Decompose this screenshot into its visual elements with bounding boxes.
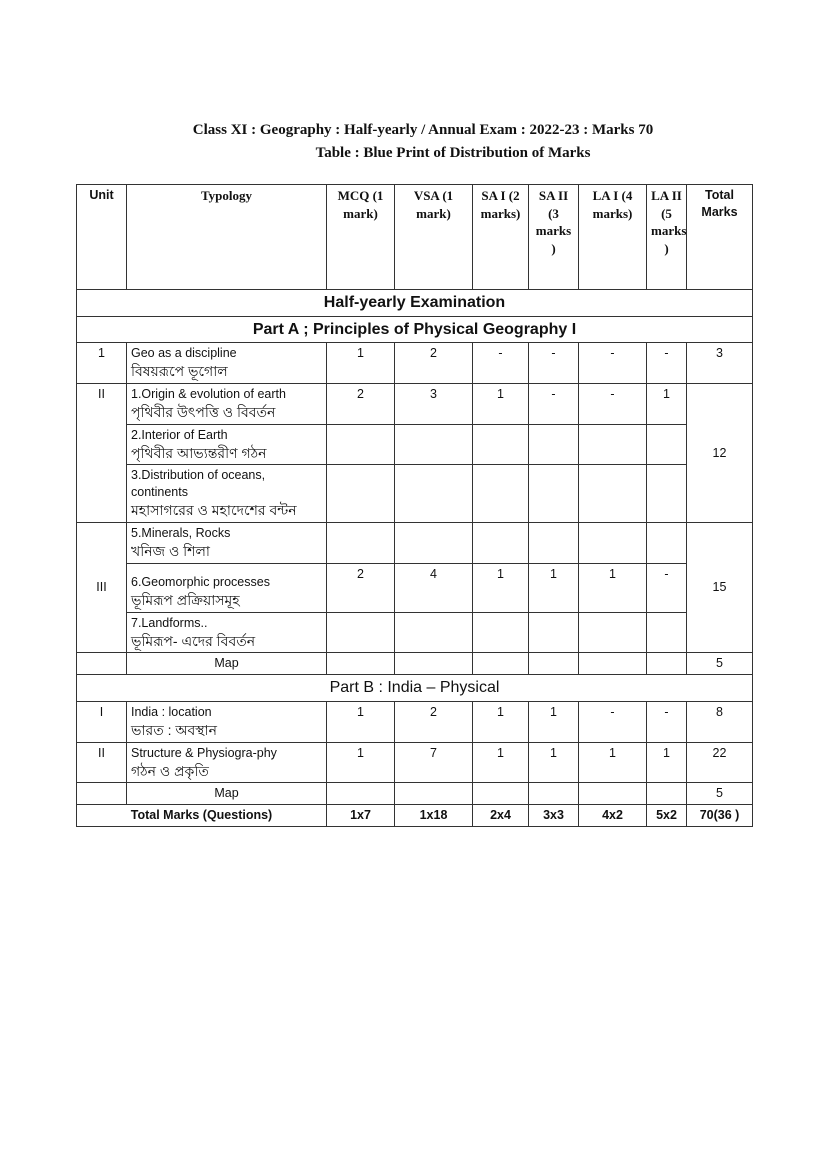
topic-en: 2.Interior of Earth: [131, 427, 228, 442]
la1-cell: -: [579, 701, 647, 742]
vsa-total: 1x18: [395, 805, 473, 827]
col-mcq: MCQ (1 mark): [327, 185, 395, 290]
sa1-cell: -: [473, 343, 529, 384]
topic-en: 1.Origin & evolution of earth: [131, 386, 286, 401]
la1-cell: 1: [579, 742, 647, 783]
topic-bn: ভারত : অবস্থান: [131, 721, 217, 738]
col-typology: Typology: [127, 185, 327, 290]
la2-cell: 1: [647, 383, 687, 424]
vsa-cell: 2: [395, 343, 473, 384]
col-sa1: SA I (2 marks): [473, 185, 529, 290]
la2-total: 5x2: [647, 805, 687, 827]
topic-en: Geo as a discipline: [131, 346, 237, 361]
topic-bn: পৃথিবীর উৎপত্তি ও বিবর্তন: [131, 403, 276, 420]
topic-en: India : location: [131, 704, 212, 719]
document-title: Class XI : Geography : Half-yearly / Annual Exam : 2022-23 : Marks 70: [192, 122, 654, 138]
total-cell: 15: [687, 523, 753, 653]
total-cell: 8: [687, 701, 753, 742]
map-label: Map: [127, 653, 327, 675]
topic-en: 7.Landforms..: [131, 615, 208, 630]
mcq-cell: 1: [327, 701, 395, 742]
total-cell: 5: [687, 783, 753, 805]
table-header-row: [77, 185, 753, 290]
table-row: [77, 523, 753, 564]
topic-cell: [127, 465, 327, 523]
col-la1: LA I (4 marks): [579, 185, 647, 290]
col-la2: LA II (5 marks ): [647, 185, 687, 290]
la2-cell: 1: [647, 742, 687, 783]
topic-cell: [127, 563, 327, 612]
vsa-cell: 7: [395, 742, 473, 783]
mcq-total: 1x7: [327, 805, 395, 827]
topic-en: 3.Distribution of oceans, continents: [131, 468, 266, 500]
totals-row: [77, 805, 753, 827]
topic-bn: খনিজ ও শিলা: [131, 543, 210, 559]
grand-total: 70(36 ): [687, 805, 753, 827]
col-total: Total Marks: [687, 185, 753, 290]
sa1-cell: 1: [473, 383, 529, 424]
vsa-cell: 3: [395, 383, 473, 424]
sa2-cell: 1: [529, 701, 579, 742]
map-label: Map: [127, 783, 327, 805]
total-cell: 5: [687, 653, 753, 675]
topic-bn: পৃথিবীর আভ্যন্তরীণ গঠন: [131, 444, 267, 461]
topic-en: Structure & Physiogra-phy: [131, 745, 277, 760]
sa1-total: 2x4: [473, 805, 529, 827]
total-cell: 22: [687, 742, 753, 783]
la2-cell: -: [647, 343, 687, 384]
total-cell: 12: [687, 383, 753, 522]
la2-cell: -: [647, 563, 687, 612]
topic-cell: [127, 612, 327, 653]
table-row: [77, 653, 753, 675]
table-row: [77, 612, 753, 653]
sa1-cell: 1: [473, 742, 529, 783]
topic-bn: বিষয়রূপে ভূগোল: [131, 363, 228, 380]
topic-bn: গঠন ও প্রকৃতি: [131, 762, 209, 779]
sa2-total: 3x3: [529, 805, 579, 827]
unit-cell: III: [77, 523, 127, 653]
sa1-cell: 1: [473, 563, 529, 612]
table-row: [77, 383, 753, 424]
la1-cell: -: [579, 343, 647, 384]
topic-bn: মহাসাগরের ও মহাদেশের বন্টন: [131, 502, 297, 519]
sa2-cell: -: [529, 383, 579, 424]
table-row: [77, 742, 753, 783]
topic-cell: [127, 424, 327, 465]
vsa-cell: 4: [395, 563, 473, 612]
mcq-cell: 2: [327, 383, 395, 424]
la2-cell: -: [647, 701, 687, 742]
vsa-cell: 2: [395, 701, 473, 742]
section-exam: Half-yearly Examination: [77, 290, 753, 317]
marks-blueprint-table: [76, 184, 753, 827]
table-row: [77, 343, 753, 384]
table-row: [77, 465, 753, 523]
sa1-cell: 1: [473, 701, 529, 742]
topic-cell: [127, 383, 327, 424]
mcq-cell: 1: [327, 343, 395, 384]
mcq-cell: 2: [327, 563, 395, 612]
document-subtitle: Table : Blue Print of Distribution of Marks: [315, 145, 591, 161]
unit-cell: I: [77, 701, 127, 742]
topic-en: 5.Minerals, Rocks: [131, 526, 231, 541]
unit-cell: II: [77, 383, 127, 522]
table-row: [77, 701, 753, 742]
col-unit: Unit: [77, 185, 127, 290]
topic-cell: [127, 523, 327, 564]
topic-cell: [127, 343, 327, 384]
table-row: [77, 424, 753, 465]
topic-bn: ভূমিরূপ প্রক্রিয়াসমূহ: [131, 591, 240, 608]
section-part-b: Part B : India – Physical: [77, 675, 753, 702]
topic-cell: [127, 701, 327, 742]
col-vsa: VSA (1 mark): [395, 185, 473, 290]
table-row: [77, 563, 753, 612]
section-part-a: Part A ; Principles of Physical Geography I: [77, 316, 753, 343]
sa2-cell: -: [529, 343, 579, 384]
totals-label: Total Marks (Questions): [77, 805, 327, 827]
la1-cell: 1: [579, 563, 647, 612]
col-sa2: SA II (3 marks ): [529, 185, 579, 290]
topic-en: 6.Geomorphic processes: [131, 574, 270, 589]
la1-cell: -: [579, 383, 647, 424]
unit-cell: 1: [77, 343, 127, 384]
table-row: [77, 783, 753, 805]
la1-total: 4x2: [579, 805, 647, 827]
topic-cell: [127, 742, 327, 783]
sa2-cell: 1: [529, 563, 579, 612]
topic-bn: ভূমিরূপ- এদের বিবর্তন: [131, 632, 256, 649]
mcq-cell: 1: [327, 742, 395, 783]
total-cell: 3: [687, 343, 753, 384]
sa2-cell: 1: [529, 742, 579, 783]
unit-cell: II: [77, 742, 127, 783]
